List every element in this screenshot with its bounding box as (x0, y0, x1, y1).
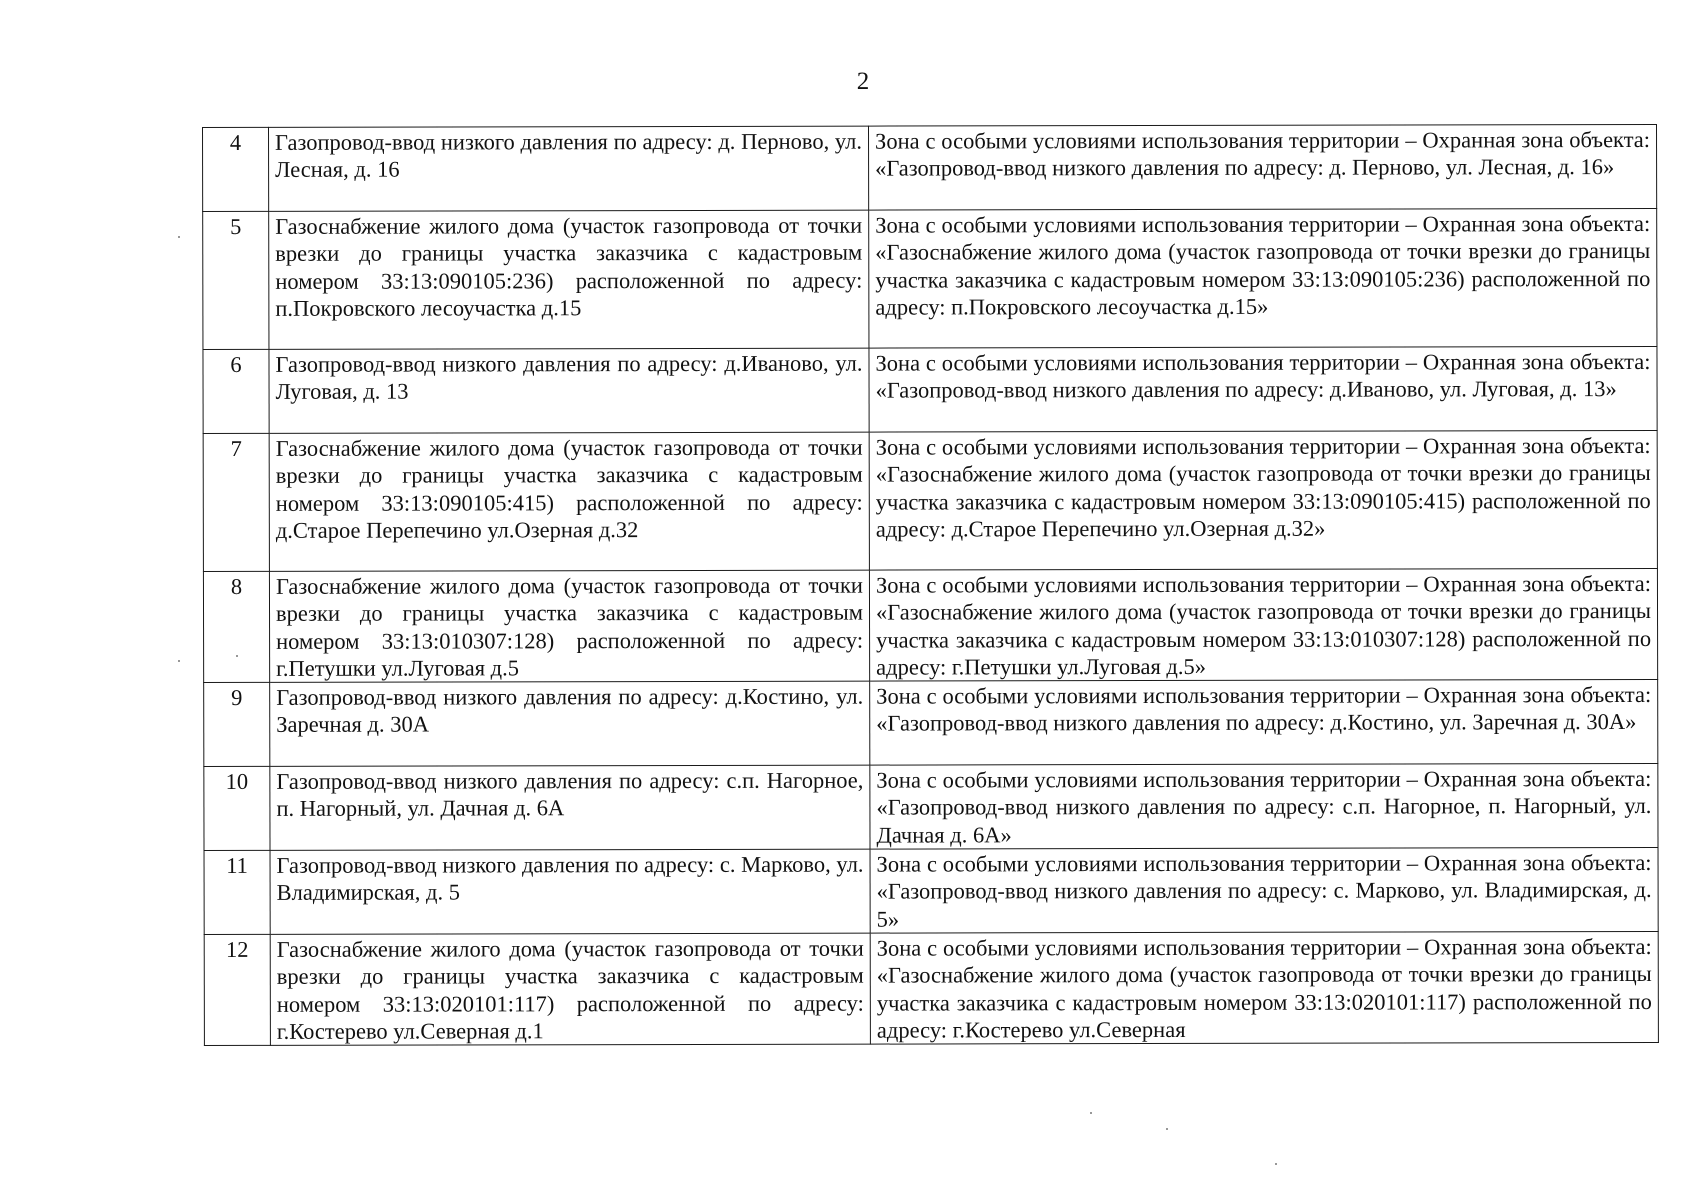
table-row (204, 680, 1658, 767)
row-number: 12 (204, 935, 270, 1046)
row-number: 7 (203, 433, 269, 571)
object-name-cell: Газопровод-ввод низкого давления по адресу: д. Перново, ул. Лесная, д. 16 (269, 126, 869, 211)
zone-description-cell: Зона с особыми условиями использования территории – Охранная зона объекта: «Газопровод-ввод низкого давления по адресу: д.Костино, ул. Заречная д. 30А» (870, 680, 1658, 766)
zone-description-cell: Зона с особыми условиями использования территории – Охранная зона объекта: «Газопровод-ввод низкого давления по адресу: с. Марково, ул. Владимирская, д. 5» (870, 848, 1658, 934)
row-number: 8 (203, 571, 269, 682)
table-row (203, 208, 1657, 349)
object-name-cell: Газопровод-ввод низкого давления по адресу: д.Иваново, ул. Луговая, д. 13 (269, 348, 869, 433)
scan-speck (1090, 1112, 1092, 1114)
zone-description-cell: Зона с особыми условиями использования территории – Охранная зона объекта: «Газоснабжение жилого дома (участок газопровода от точки врезки до границы участка заказчика с кадастровым номером 33:13:020101:117) расположенной по адресу: г.Костерево ул.Северная (870, 932, 1658, 1045)
table-row (203, 430, 1657, 571)
page-number: 2 (856, 68, 870, 95)
scan-speck (1275, 1163, 1277, 1165)
object-name-cell: Газоснабжение жилого дома (участок газопровода от точки врезки до границы участка заказчика с кадастровым номером 33:13:010307:128) расположенной по адресу: г.Петушки ул.Луговая д.5 (269, 570, 869, 682)
scan-speck (1166, 1128, 1168, 1130)
zone-description-cell: Зона с особыми условиями использования территории – Охранная зона объекта: «Газоснабжение жилого дома (участок газопровода от точки врезки до границы участка заказчика с кадастровым номером 33:13:090105:415) расположенной по адресу: д.Старое Перепечино ул.Озерная д.32» (869, 430, 1657, 570)
row-number: 10 (204, 767, 270, 851)
object-name-cell: Газопровод-ввод низкого давления по адресу: д.Костино, ул. Заречная д. 30А (270, 681, 870, 766)
object-name-cell: Газоснабжение жилого дома (участок газопровода от точки врезки до границы участка заказчика с кадастровым номером 33:13:090105:236) расположенной по адресу: п.Покровского лесоучастка д.15 (269, 210, 869, 349)
object-name-cell: Газопровод-ввод низкого давления по адресу: с.п. Нагорное, п. Нагорный, ул. Дачная д. 6А (270, 765, 870, 850)
table-row (204, 932, 1658, 1046)
zone-description-cell: Зона с особыми условиями использования территории – Охранная зона объекта: «Газопровод-ввод низкого давления по адресу: д.Иваново, ул. Луговая, д. 13» (869, 346, 1657, 432)
zone-description-cell: Зона с особыми условиями использования территории – Охранная зона объекта: «Газоснабжение жилого дома (участок газопровода от точки врезки до границы участка заказчика с кадастровым номером 33:13:090105:236) расположенной по адресу: п.Покровского лесоучастка д.15» (869, 208, 1657, 348)
zone-description-cell: Зона с особыми условиями использования территории – Охранная зона объекта: «Газопровод-ввод низкого давления по адресу: с.п. Нагорное, п. Нагорный, ул. Дачная д. 6А» (870, 764, 1658, 850)
row-number: 11 (204, 851, 270, 935)
table-row (203, 568, 1657, 682)
row-number: 6 (203, 349, 269, 433)
object-name-cell: Газоснабжение жилого дома (участок газопровода от точки врезки до границы участка заказчика с кадастровым номером 33:13:090105:415) расположенной по адресу: д.Старое Перепечино ул.Озерная д.32 (269, 432, 869, 571)
zones-table-wrapper (202, 124, 1659, 1046)
table-row (203, 124, 1657, 211)
table-row (204, 848, 1658, 935)
scan-speck (178, 660, 180, 662)
row-number: 9 (204, 683, 270, 767)
zone-description-cell: Зона с особыми условиями использования территории – Охранная зона объекта: «Газоснабжение жилого дома (участок газопровода от точки врезки до границы участка заказчика с кадастровым номером 33:13:010307:128) расположенной по адресу: г.Петушки ул.Луговая д.5» (869, 568, 1657, 681)
zones-table (202, 124, 1659, 1046)
table-row (204, 764, 1658, 851)
table-row (203, 346, 1657, 433)
row-number: 4 (203, 127, 269, 211)
object-name-cell: Газоснабжение жилого дома (участок газопровода от точки врезки до границы участка заказчика с кадастровым номером 33:13:020101:117) расположенной по адресу: г.Костерево ул.Северная д.1 (270, 933, 870, 1045)
scan-speck (178, 236, 180, 238)
zone-description-cell: Зона с особыми условиями использования территории – Охранная зона объекта: «Газопровод-ввод низкого давления по адресу: д. Перново, ул. Лесная, д. 16» (868, 124, 1656, 210)
object-name-cell: Газопровод-ввод низкого давления по адресу: с. Марково, ул. Владимирская, д. 5 (270, 849, 870, 934)
row-number: 5 (203, 211, 269, 349)
scan-speck (236, 655, 238, 657)
